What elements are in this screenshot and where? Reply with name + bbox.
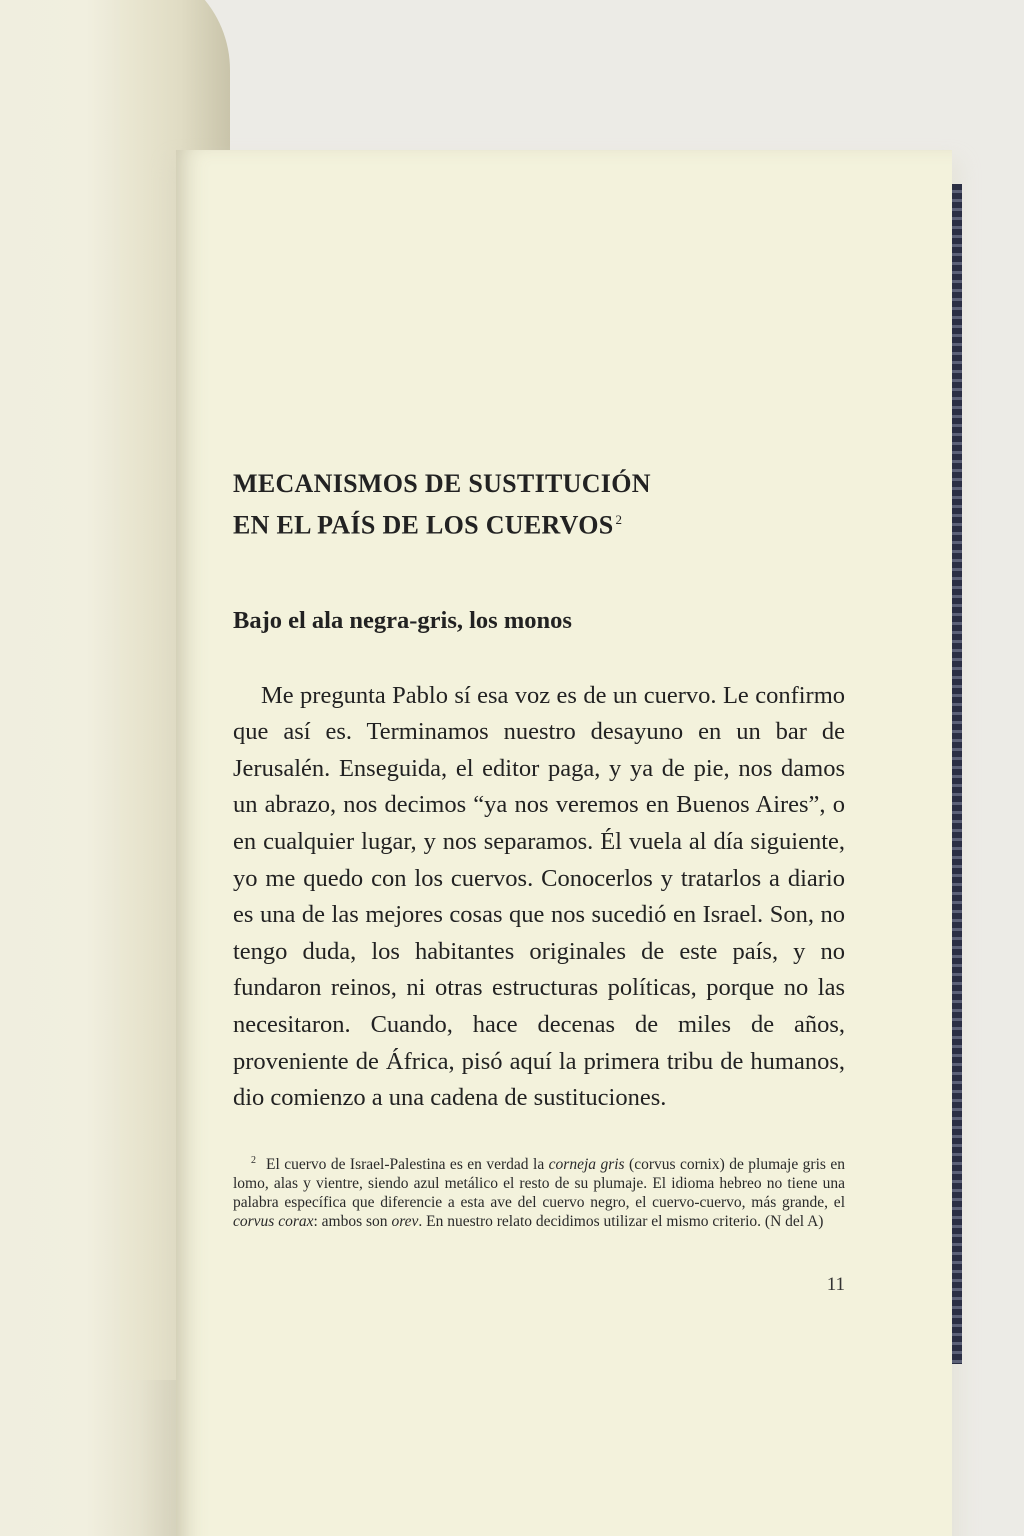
- footnote: [233, 1151, 845, 1231]
- footnote-reference: 2: [615, 512, 623, 527]
- chapter-title: [233, 466, 845, 544]
- page-number: 11: [826, 1274, 845, 1295]
- book-edge: [952, 184, 962, 1364]
- chapter-title-line2: EN EL PAÍS DE LOS CUERVOS: [233, 510, 614, 540]
- page-content: [233, 466, 846, 1295]
- footnote-italic-1: corneja gris: [548, 1155, 625, 1173]
- footnote-text-4: . En nuestro relato decidimos utilizar el mismo criterio. (N del A): [418, 1212, 824, 1230]
- footnote-mark: 2: [251, 1154, 256, 1166]
- footnote-text-1: El cuervo de Israel-Palestina es en verdad la: [266, 1155, 549, 1173]
- body-paragraph: Me pregunta Pablo sí esa voz es de un cuervo. Le confirmo que así es. Terminamos nuestro desayuno en un bar de Jerusalén. Enseguida, el editor paga, y ya de pie, nos damos un abrazo, nos decimos “ya nos veremos en Buenos Aires”, o en cualquier lugar, y nos separamos. Él vuela al día siguiente, yo me quedo con los cuervos. Conocerlos y tratarlos a diario es una de las mejores cosas que nos sucedió en Israel. Son, no tengo duda, los habitantes originales de este país, y no fundaron reinos, ni otras estructuras políticas, porque no las necesitaron. Cuando, hace decenas de miles de años, proveniente de África, pisó aquí la primera tribu de humanos, dio comienzo a una cadena de sustituciones.: [233, 681, 845, 1112]
- section-title: Bajo el ala negra-gris, los monos: [233, 606, 572, 634]
- footnote-italic-3: orev: [391, 1212, 419, 1230]
- chapter-title-line1: MECANISMOS DE SUSTITUCIÓN: [233, 469, 651, 498]
- footnote-italic-2: corvus corax: [233, 1212, 314, 1230]
- footnote-text-2: (corvus cornix) de plumaje gris en lomo, alas y vientre, siendo azul metálico el resto de su plumaje. El idioma hebreo no tiene una palabra específica que diferencie a esta ave del cuervo negro, el cuervo-cuervo, más grande, el: [233, 1155, 846, 1211]
- footnote-text-3: : ambos son: [313, 1212, 392, 1230]
